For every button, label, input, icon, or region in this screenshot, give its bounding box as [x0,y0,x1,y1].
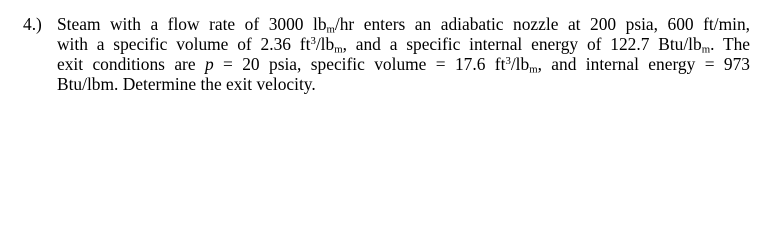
subscript: m [529,63,538,76]
text-segment: /hr enters an adiabatic nozzle at 200 psia, 600 ft/min, [334,14,750,34]
subscript: m [701,43,711,56]
problem-statement [23,14,750,94]
problem-number: 4.) [23,14,42,34]
text-segment: with a specific volume of 2.36 ft [57,34,311,54]
problem-line-1 [23,14,750,34]
text-segment: Steam with a flow rate of 3000 lb [57,14,327,34]
text-segment: /lb [315,34,335,54]
text-segment: = 20 psia, specific volume = 17.6 ft [213,54,506,74]
text-segment: , and a specific internal energy of 122.7 Btu/lb [342,34,702,54]
text-segment: Btu/lbm. Determine the exit velocity. [57,74,316,94]
superscript: 3 [310,35,316,48]
superscript: 3 [505,55,511,68]
problem-line-3 [23,54,750,74]
subscript: m [326,23,335,36]
variable-p: p [204,54,214,74]
text-segment: . The [710,34,750,54]
problem-line-4 [23,74,750,94]
problem-line-2 [23,34,750,54]
subscript: m [334,43,343,56]
text-segment: /lb [510,54,530,74]
text-segment: exit conditions are [57,54,205,74]
text-segment: , and internal energy = 973 [537,54,750,74]
